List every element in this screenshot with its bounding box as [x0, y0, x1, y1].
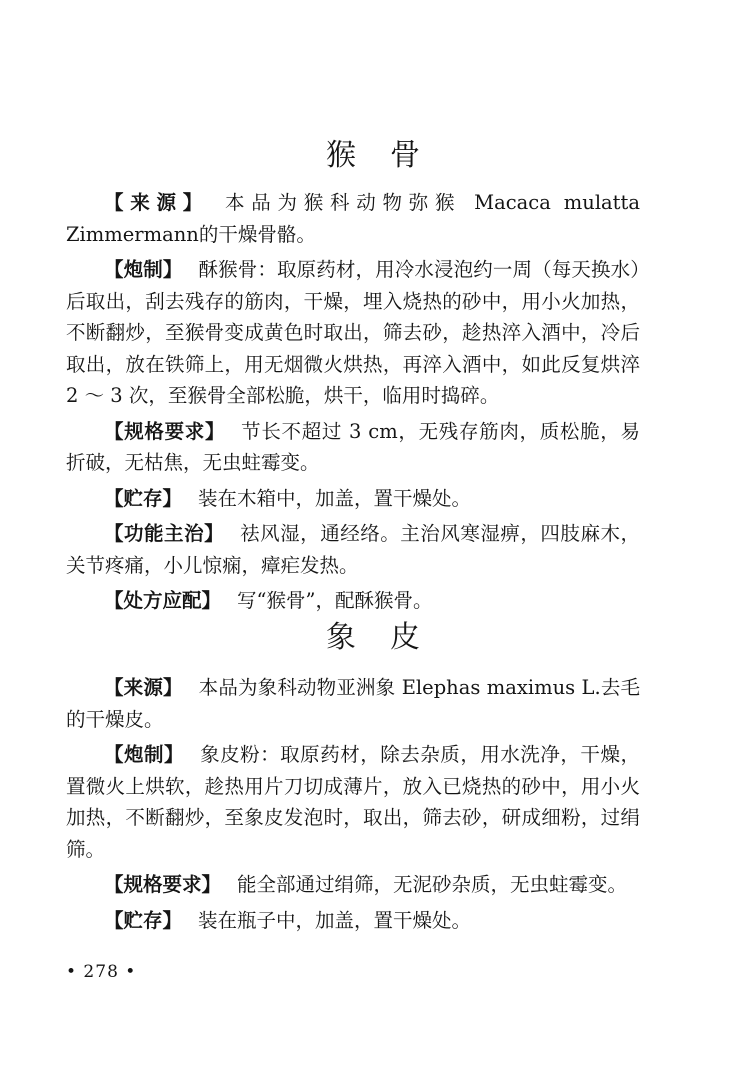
page-number: • 278 •: [66, 962, 137, 982]
entry-text: 酥猴骨：取原药材，用冷水浸泡约一周（每天换水）后取出，刮去残存的筋肉，干燥，埋入烧热的砂中，用小火加热，不断翻炒，至猴骨变成黄色时取出，筛去砂，趁热淬入酒中，冷后取出，放在铁筛上，用无烟微火烘热，再淬入酒中，如此反复烘淬 2 ～ 3 次，至猴骨全部松脆，烘干，临用时捣碎。: [66, 258, 640, 407]
entry-text: 装在木箱中，加盖，置干燥处。: [198, 486, 472, 510]
section-monkey-bone: [66, 187, 640, 621]
entry-processing: [66, 254, 640, 412]
entry-text: 本品为象科动物亚洲象 Elephas maximus L.去毛的干燥皮。: [66, 676, 640, 731]
entry-label: 【贮存】: [104, 486, 183, 510]
entry-label: 【来源】: [104, 191, 209, 214]
entry-text: 祛风湿，通经络。主治风寒湿痹，四肢麻木，关节疼痛，小儿惊痫，瘴疟发热。: [66, 522, 640, 577]
section-title-elephant-skin: 象皮: [326, 620, 454, 655]
entry-storage: [66, 905, 640, 937]
entry-functions: [66, 518, 640, 581]
entry-text: 节长不超过 3 cm，无残存筋肉，质松脆，易折破，无枯焦，无虫蛀霉变。: [66, 419, 640, 474]
entry-label: 【处方应配】: [104, 589, 222, 612]
entry-specification: [66, 869, 640, 901]
entry-label: 【贮存】: [104, 908, 183, 932]
section-elephant-skin: [66, 672, 640, 940]
entry-processing: [66, 739, 640, 865]
entry-text: 装在瓶子中，加盖，置干燥处。: [198, 908, 472, 932]
entry-text: 写“猴骨”，配酥猴骨。: [237, 589, 433, 612]
entry-storage: [66, 483, 640, 515]
entry-label: 【炮制】: [104, 258, 183, 281]
entry-label: 【规格要求】: [104, 419, 226, 443]
entry-text: 能全部通过绢筛，无泥砂杂质，无虫蛀霉变。: [237, 873, 628, 896]
entry-label: 【炮制】: [104, 743, 185, 766]
entry-label: 【规格要求】: [104, 873, 222, 896]
section-title-monkey-bone: 猴骨: [326, 138, 454, 173]
entry-specification: [66, 416, 640, 479]
entry-label: 【功能主治】: [104, 522, 225, 545]
entry-source: [66, 187, 640, 250]
entry-label: 【来源】: [104, 676, 183, 699]
entry-text: 本品为猴科动物弥猴 Macaca mulatta Zimmermann的干燥骨骼。: [66, 191, 640, 246]
entry-text: 象皮粉：取原药材，除去杂质，用水洗净，干燥，置微火上烘软，趁热用片刀切成薄片，放入已烧热的砂中，用小火加热，不断翻炒，至象皮发泡时，取出，筛去砂，研成细粉，过绢筛。: [66, 743, 640, 861]
entry-source: [66, 672, 640, 735]
